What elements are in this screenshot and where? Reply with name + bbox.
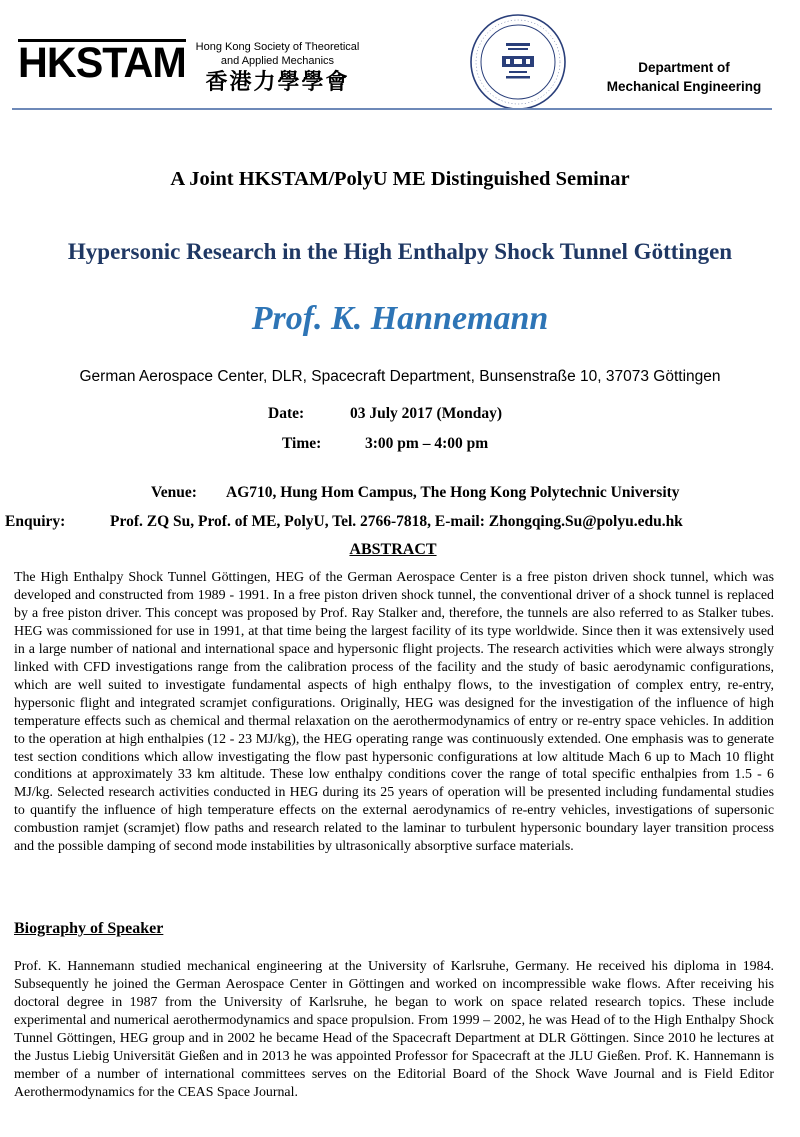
enquiry-row bbox=[5, 513, 683, 531]
hkstam-logo: HKSTAM bbox=[18, 39, 186, 87]
department-name bbox=[598, 58, 770, 96]
header-divider bbox=[12, 108, 772, 110]
venue-label: Venue: bbox=[151, 484, 197, 501]
biography-text: Prof. K. Hannemann studied mechanical engineering at the University of Karlsruhe, Germany. He received his diploma in 1984. Subsequently he joined the German Aerospace Center in Göttingen and worked on incompressible wake flows. After receiving his doctoral degree in 1987 from the University of Karlsruhe, he began to work on space related research topics. These include experimental and numerical aerothermodynamics and space propulsion. From 1999 – 2002, he was Head of to the High Enthalpy Shock Tunnel Göttingen, HEG group and in 2002 he became Head of the Spacecraft Department at DLR Göttingen. Since 2010 he lectures at the Justus Liebig Universität Gießen and in 2013 he was appointed Professor for Spacecraft at the JLU Gießen. Prof. K. Hannemann is member of a number of international committees serves on the Editorial Board of the Shock Wave Journal and is Field Editor Aerothermodynamics for the CEAS Space Journal. bbox=[14, 959, 774, 1100]
department-line-1: Department of bbox=[638, 60, 730, 75]
enquiry-value: Prof. ZQ Su, Prof. of ME, PolyU, Tel. 2766-7818, E-mail: Zhongqing.Su@polyu.edu.hk bbox=[110, 513, 683, 530]
time-value: 3:00 pm – 4:00 pm bbox=[365, 435, 489, 452]
time-row bbox=[282, 435, 488, 453]
talk-title: Hypersonic Research in the High Enthalpy Shock Tunnel Göttingen bbox=[67, 239, 733, 264]
page-header bbox=[0, 0, 800, 112]
seminar-series-title: A Joint HKSTAM/PolyU ME Distinguished Seminar bbox=[170, 168, 630, 190]
society-name-english bbox=[190, 40, 365, 68]
polyu-me-seal-logo bbox=[468, 12, 568, 112]
society-name-line-1: Hong Kong Society of Theoretical bbox=[195, 41, 360, 53]
date-value: 03 July 2017 (Monday) bbox=[350, 405, 502, 422]
venue-value: AG710, Hung Hom Campus, The Hong Kong Polytechnic University bbox=[226, 484, 680, 501]
department-line-2: Mechanical Engineering bbox=[606, 79, 762, 94]
enquiry-label: Enquiry: bbox=[5, 513, 66, 530]
date-row bbox=[268, 405, 502, 423]
society-name-line-2: and Applied Mechanics bbox=[220, 55, 335, 67]
society-name-chinese: 香港力學學會 bbox=[205, 70, 350, 95]
venue-row bbox=[151, 484, 680, 502]
time-label: Time: bbox=[282, 435, 322, 452]
speaker-name: Prof. K. Hannemann bbox=[251, 300, 549, 337]
date-label: Date: bbox=[268, 405, 305, 422]
speaker-affiliation: German Aerospace Center, DLR, Spacecraft Department, Bunsenstraße 10, 37073 Göttingen bbox=[79, 368, 721, 385]
abstract-text: The High Enthalpy Shock Tunnel Göttingen, HEG of the German Aerospace Center is a free piston driven shock tunnel, which was developed and constructed from 1989 - 1991. In a free piston driven shock tunnel, the conventional driver of a shock tunnel is replaced by a free piston driver. This concept was proposed by Prof. Ray Stalker and, therefore, the tunnels are also referred to as Stalker tubes. HEG was commissioned for use in 1991, at that time being the largest facility of its type worldwide. Since then it was extensively used in a large number of national and international space and hypersonic flight projects. The research activities which were always strongly linked with CFD investigations range from the calibration process of the facility and the study of basic aerodynamic configurations, which are well suited to investigate fundamental aspects of high enthalpy flows, to the investigation of complex entry, re-entry, hypersonic flight and integrated scramjet configurations. Originally, HEG was designed for the investigation of the influence of high temperature effects such as chemical and thermal relaxation on the aerothermodynamics of entry or re-entry space vehicles. In addition to the operation at high enthalpies (12 - 23 MJ/kg), the HEG operating range was continuously extended. One emphasis was to generate test section conditions which allow investigating the flow past hypersonic configurations at low altitude Mach 6 up to Mach 10 flight conditions at approximately 33 km altitude. These low enthalpy conditions cover the range of total specific enthalpies from 1.5 - 6 MJ/kg. Selected research activities conducted in HEG during its 25 years of operation will be presented including fundamental studies to quantify the influence of high temperature effects on the external aerodynamics of re-entry vehicles, investigations of supersonic combustion ramjet (scramjet) flow paths and research related to the laminar to turbulent hypersonic boundary layer transition process and the possible damping of second mode instabilities by ultrasonically absorptive surface materials. bbox=[14, 570, 774, 855]
abstract-heading: ABSTRACT bbox=[349, 541, 437, 558]
biography-heading: Biography of Speaker bbox=[14, 920, 164, 937]
